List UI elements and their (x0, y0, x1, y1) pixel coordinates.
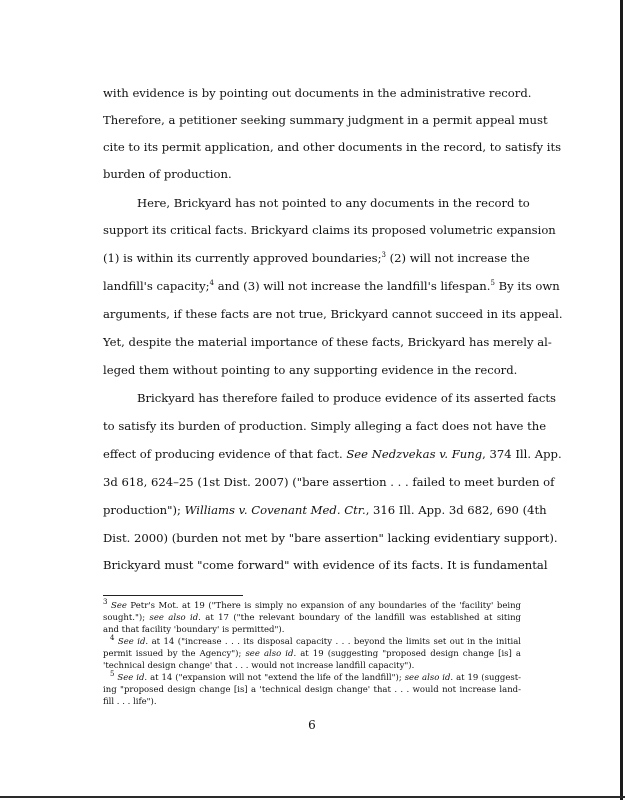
scan-border-right (620, 0, 623, 800)
footnote-4-line-3: 'technical design change' that . . . would not increase landfill capacity"). (103, 661, 415, 671)
body-line-9: arguments, if these facts are not true, Brickyard cannot succeed in its appeal. (103, 307, 563, 321)
body-line-1: with evidence is by pointing out documents in the administrative record. (103, 86, 532, 100)
body-line-3: cite to its permit application, and other documents in the record, to satisfy its (103, 140, 562, 154)
footnote-3-line-3: and that facility 'boundary' is permitted"). (103, 625, 285, 635)
body-line-4: burden of production. (103, 167, 232, 181)
page-number: 6 (308, 718, 316, 732)
body-line-10: Yet, despite the material importance of these facts, Brickyard has merely al- (103, 335, 552, 349)
footnote-3-line-1: $^3$ See Petr's Mot. at 19 ("There is simply no expansion of any boundaries of the 'facility' being (103, 598, 521, 611)
scan-border-bottom (0, 796, 625, 798)
body-line-8: landfill's capacity;$^4$ and (3) will not increase the landfill's lifespan.$^5$ By its own (103, 279, 560, 293)
body-line-6: support its critical facts. Brickyard claims its proposed volumetric expansion (103, 223, 556, 237)
body-line-14: effect of producing evidence of that fact. See Nedzvekas v. Fung, 374 Ill. App. (103, 447, 562, 461)
body-line-12: Brickyard has therefore failed to produce evidence of its asserted facts (137, 391, 556, 405)
footnote-5-line-2: ing "proposed design change [is] a 'technical design change' that . . . would not increase land- (103, 685, 521, 695)
footnote-4-line-2: permit issued by the Agency"); see also id. at 19 (suggesting "proposed design change [is] a (103, 649, 522, 659)
footnote-rule (103, 595, 243, 596)
body-line-17: Dist. 2000) (burden not met by "bare assertion" lacking evidentiary support). (103, 531, 558, 545)
footnote-5-line-3: fill . . . life"). (103, 697, 157, 707)
body-line-15: 3d 618, 624–25 (1st Dist. 2007) ("bare assertion . . . failed to meet burden of (103, 475, 555, 489)
footnote-3-line-2: sought."); see also id. at 17 ("the relevant boundary of the landfill was established at siting (103, 613, 521, 623)
body-line-16: production"); Williams v. Covenant Med. Ctr., 316 Ill. App. 3d 682, 690 (4th (103, 503, 547, 517)
body-line-18: Brickyard must "come forward" with evidence of its facts. It is fundamental (103, 558, 548, 572)
body-line-13: to satisfy its burden of production. Simply alleging a fact does not have the (103, 419, 547, 433)
body-line-11: leged them without pointing to any supporting evidence in the record. (103, 363, 518, 377)
body-line-5: Here, Brickyard has not pointed to any documents in the record to (137, 196, 530, 210)
footnote-4-line-1: $^4$ See id. at 14 ("increase . . . its disposal capacity . . . beyond the limits set out in the initial (110, 634, 522, 647)
footnote-5-line-1: $^5$ See id. at 14 ("expansion will not "extend the life of the landfill"); see also id. at 19 (suggest- (110, 670, 522, 683)
body-line-2: Therefore, a petitioner seeking summary judgment in a permit appeal must (103, 113, 548, 127)
body-line-7: (1) is within its currently approved boundaries;$^3$ (2) will not increase the (103, 251, 530, 265)
